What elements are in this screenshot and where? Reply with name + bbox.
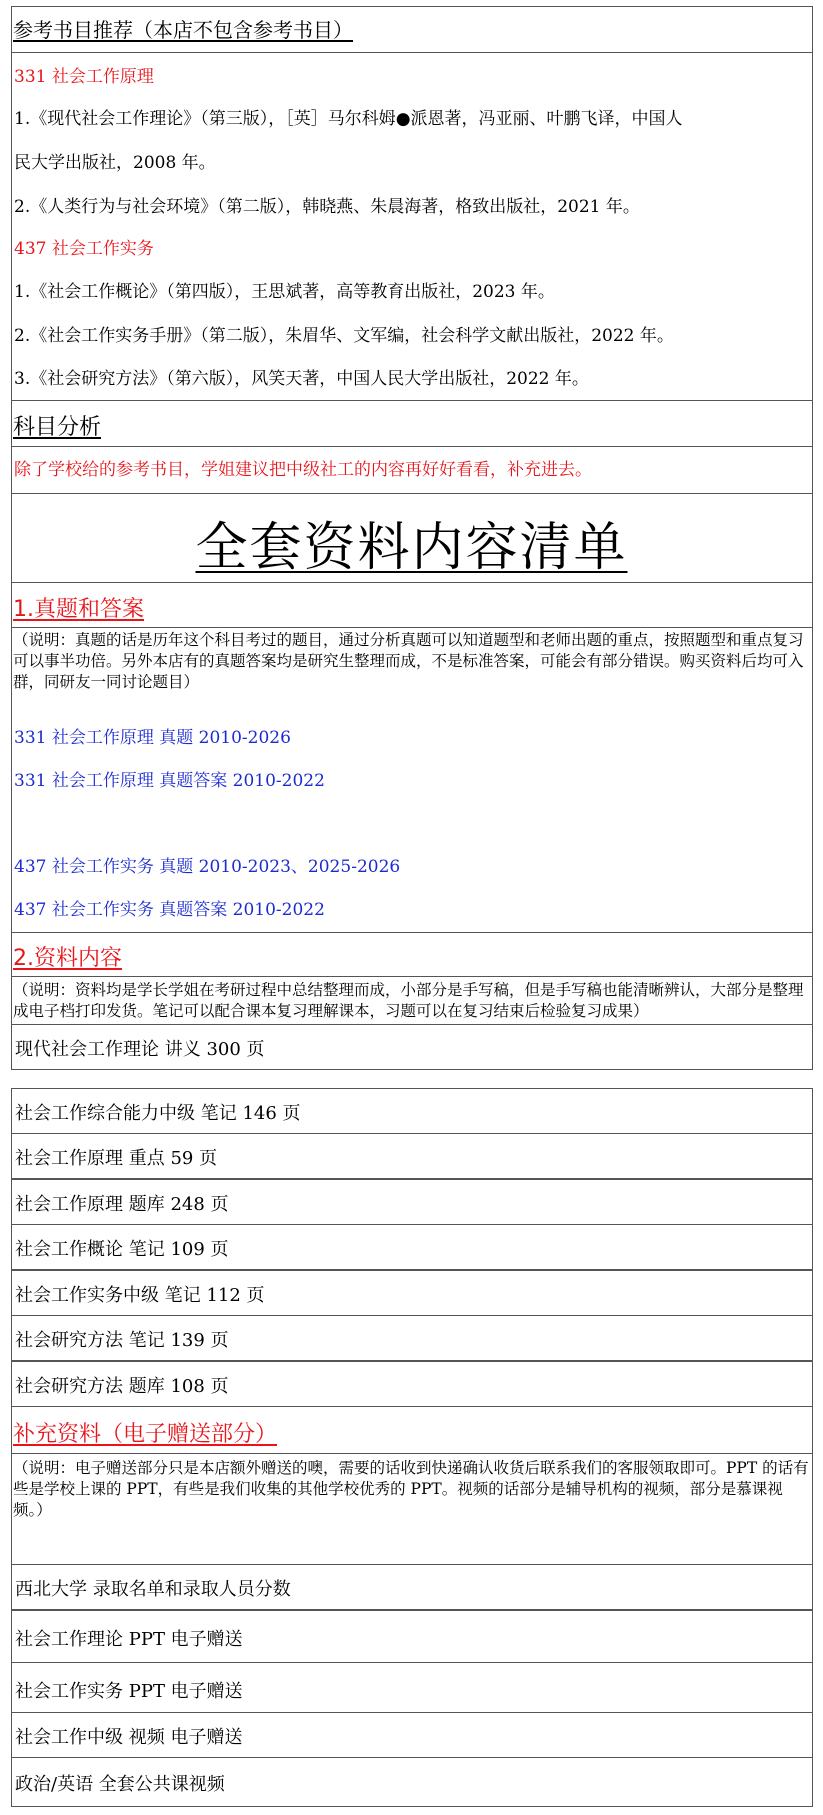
subject2-item: 2.《社会工作实务手册》（第二版），朱眉华、文军编，社会科学文献出版社，2022 年。 — [14, 326, 674, 346]
analysis-title-box — [11, 400, 813, 447]
list-item — [11, 1757, 813, 1807]
subject1-item: 2.《人类行为与社会环境》（第二版），韩晓燕、朱晨海著，格致出版社，2021 年。 — [14, 197, 640, 217]
exam-item: 437 社会工作实务 真题答案 2010-2022 — [14, 900, 325, 920]
bonus-title: 补充资料（电子赠送部分） — [13, 1422, 278, 1447]
list-item-label: 社会工作实务 PPT 电子赠送 — [15, 1681, 243, 1702]
exam-item: 331 社会工作原理 真题 2010-2026 — [14, 728, 291, 748]
exam-item: 437 社会工作实务 真题 2010-2023、2025-2026 — [14, 857, 401, 877]
list-item-label: 西北大学 录取名单和录取人员分数 — [15, 1579, 291, 1600]
subject1-item: 民大学出版社，2008 年。 — [14, 153, 216, 173]
list-item-label: 社会工作原理 重点 59 页 — [15, 1148, 218, 1169]
exams-title: 1.真题和答案 — [13, 597, 144, 622]
list-item — [11, 1712, 813, 1758]
list-item — [11, 1610, 813, 1663]
list-item-label: 社会研究方法 题库 108 页 — [15, 1376, 229, 1397]
subject1-item: 1.《现代社会工作理论》（第三版），［英］马尔科姆●派恩著，冯亚丽、叶鹏飞译，中国人 — [14, 109, 683, 129]
list-item-label: 社会工作理论 PPT 电子赠送 — [15, 1629, 243, 1650]
materials-title-box — [11, 932, 813, 977]
list-item — [11, 1179, 813, 1225]
books-header: 参考书目推荐（本店不包含参考书目） — [13, 18, 353, 42]
list-item-label: 政治/英语 全套公共课视频 — [15, 1774, 225, 1795]
exams-note: （说明：真题的话是历年这个科目考过的题目，通过分析真题可以知道题型和老师出题的重点，按照题型和重点复习可以事半功倍。另外本店有的真题答案均是研究生整理而成，不是标准答案，可能会有部分错误。购买资料后均可入群，同研友一同讨论题目） — [13, 631, 804, 691]
analysis-text: 除了学校给的参考书目，学姐建议把中级社工的内容再好好看看，补充进去。 — [14, 460, 592, 480]
list-item — [11, 1224, 813, 1270]
main-title: 全套资料内容清单 — [195, 518, 628, 578]
subject2-item: 1.《社会工作概论》（第四版），王思斌著，高等教育出版社，2023 年。 — [14, 282, 555, 302]
list-item-label: 社会工作综合能力中级 笔记 146 页 — [15, 1103, 301, 1124]
analysis-title: 科目分析 — [13, 415, 102, 440]
subject2-item: 3.《社会研究方法》（第六版），风笑天著，中国人民大学出版社，2022 年。 — [14, 369, 589, 389]
list-item-label: 社会研究方法 笔记 139 页 — [15, 1330, 229, 1351]
exam-item: 331 社会工作原理 真题答案 2010-2022 — [14, 771, 325, 791]
list-item — [11, 1361, 813, 1407]
list-item — [11, 1133, 813, 1179]
list-item-label: 社会工作中级 视频 电子赠送 — [15, 1727, 243, 1748]
list-item-label: 社会工作原理 题库 248 页 — [15, 1194, 229, 1215]
materials-title: 2.资料内容 — [13, 946, 122, 971]
list-item-label: 现代社会工作理论 讲义 300 页 — [15, 1039, 265, 1060]
list-item — [11, 1315, 813, 1361]
list-item-label: 社会工作实务中级 笔记 112 页 — [15, 1285, 265, 1306]
subject1-title: 331 社会工作原理 — [14, 67, 154, 87]
list-item — [11, 1270, 813, 1316]
bonus-note: （说明：电子赠送部分只是本店额外赠送的噢，需要的话收到快递确认收货后联系我们的客服领取即可。PPT 的话有些是学校上课的 PPT，有些是我们收集的其他学校优秀的 PPT。视频的话部分是辅导机构的视频，部分是慕课视频。） — [13, 1459, 809, 1519]
list-item — [11, 1088, 813, 1134]
subject2-title: 437 社会工作实务 — [14, 239, 154, 259]
list-item — [11, 1564, 813, 1610]
books-list-box — [11, 52, 813, 401]
materials-note: （说明：资料均是学长学姐在考研过程中总结整理而成，小部分是手写稿，但是手写稿也能清晰辨认，大部分是整理成电子档打印发货。笔记可以配合课本复习理解课本，习题可以在复习结束后检验复习成果） — [13, 981, 804, 1020]
list-item — [11, 1024, 813, 1070]
list-item — [11, 1662, 813, 1713]
list-item-label: 社会工作概论 笔记 109 页 — [15, 1239, 229, 1260]
